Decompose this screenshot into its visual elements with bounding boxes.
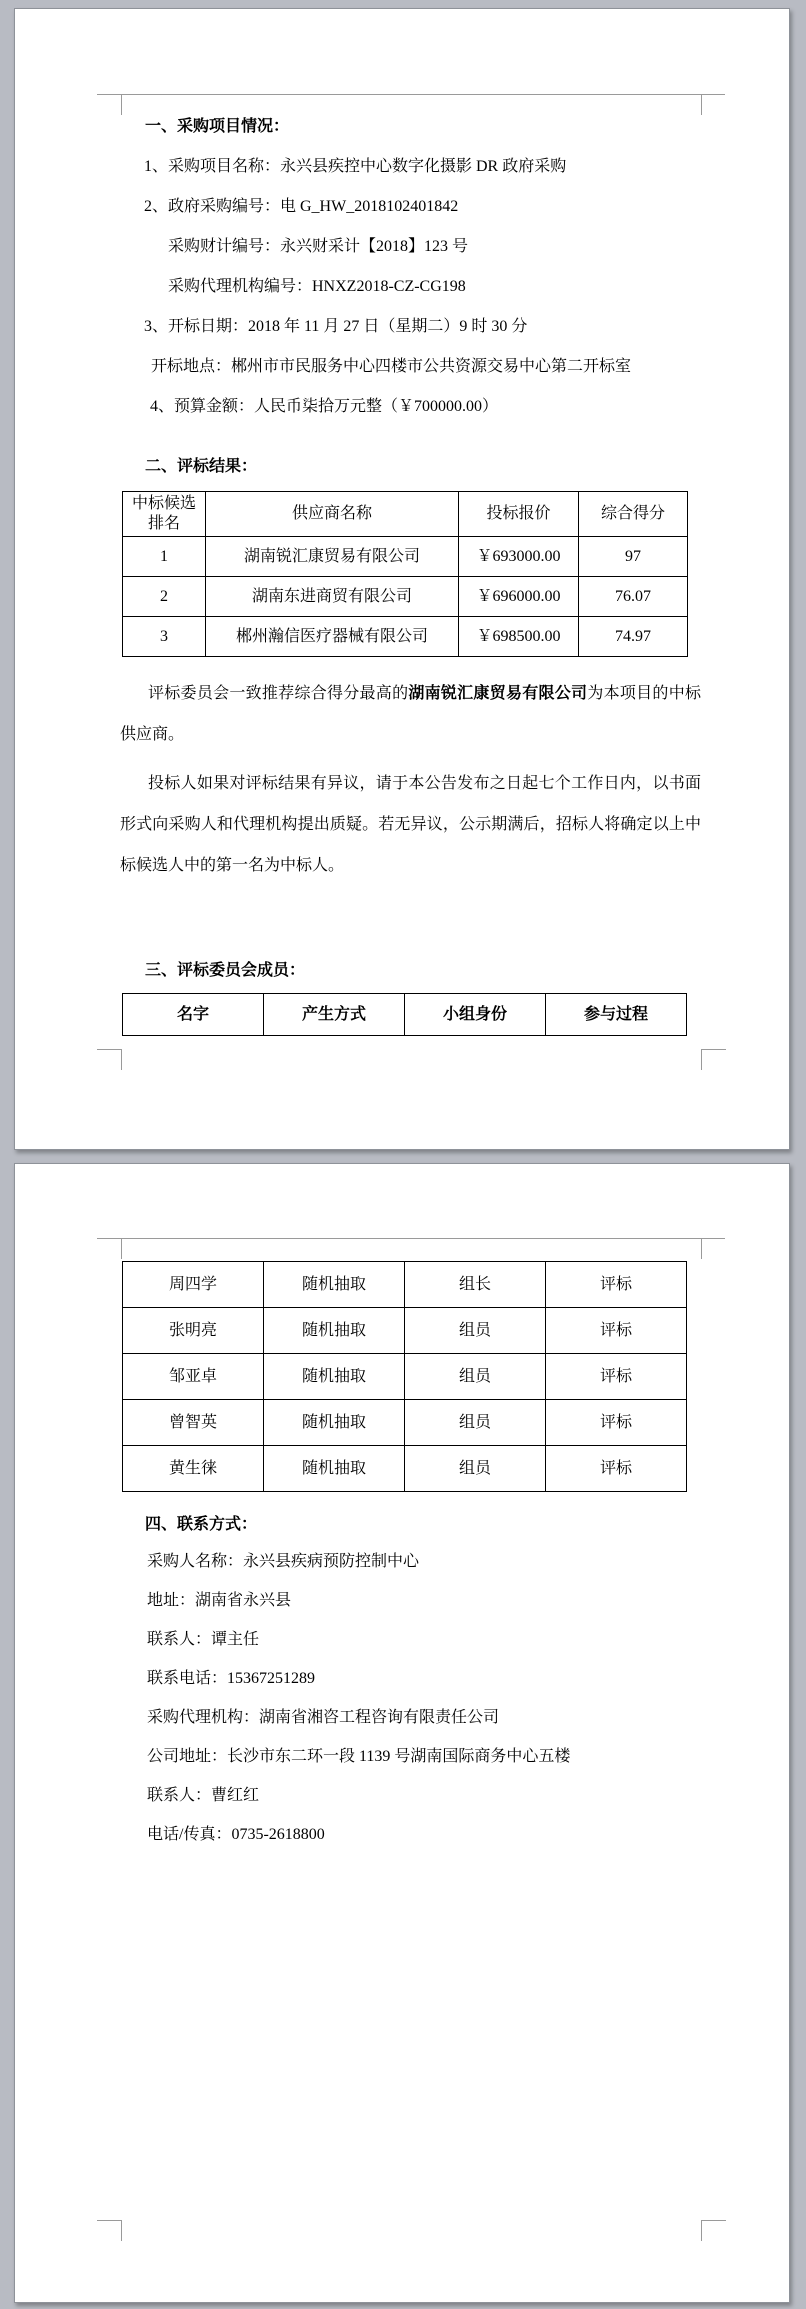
objection-paragraph: 投标人如果对评标结果有异议，请于本公告发布之日起七个工作日内，以书面形式向采购人和代理机构提出质疑。若无异议，公示期满后，招标人将确定以上中标候选人中的第一名为中标人。 (120, 775, 701, 874)
table-cell: 组员 (405, 1354, 546, 1400)
table-row (123, 577, 688, 617)
crop-mark-bottom-left (97, 1049, 122, 1050)
table-cell: 黄生徕 (123, 1446, 264, 1492)
table-cell: 组员 (405, 1446, 546, 1492)
crop-mark-bottom-right (701, 2220, 726, 2221)
bid-open-place-line: 开标地点：郴州市市民服务中心四楼市公共资源交易中心第二开标室 (151, 358, 632, 375)
table-cell: 随机抽取 (264, 1446, 405, 1492)
committee-members-table (122, 1261, 687, 1492)
agency-phone-fax-line: 电话/传真：0735-2618800 (147, 1826, 325, 1843)
bid-open-date-line: 3、开标日期：2018 年 11 月 27 日（星期二）9 时 30 分 (144, 318, 528, 335)
column-header-score: 综合得分 (579, 492, 688, 537)
table-cell: 评标 (546, 1308, 687, 1354)
table-cell: 湖南东进商贸有限公司 (206, 577, 459, 617)
table-cell: 周四学 (123, 1262, 264, 1308)
crop-mark-bottom-right (701, 1049, 726, 1050)
table-row (123, 1400, 687, 1446)
purchaser-contact-person-line: 联系人：谭主任 (147, 1631, 260, 1648)
table-cell: 组员 (405, 1400, 546, 1446)
award-paragraph (120, 673, 701, 755)
table-cell: 组长 (405, 1262, 546, 1308)
crop-mark-top-right (701, 94, 702, 115)
column-header-selection: 产生方式 (264, 994, 405, 1036)
document-page-1 (14, 8, 790, 1150)
table-row (123, 1308, 687, 1354)
table-cell: 组员 (405, 1308, 546, 1354)
crop-mark-bottom-left (97, 2220, 122, 2221)
table-cell: ￥698500.00 (459, 617, 579, 657)
table-cell: 随机抽取 (264, 1262, 405, 1308)
table-cell: 邹亚卓 (123, 1354, 264, 1400)
table-cell: ￥693000.00 (459, 537, 579, 577)
procurement-no-line: 2、政府采购编号：电 G_HW_2018102401842 (144, 198, 459, 215)
table-cell: ￥696000.00 (459, 577, 579, 617)
bid-results-table (122, 491, 688, 657)
document-page-2 (14, 1163, 790, 2303)
table-cell: 湖南锐汇康贸易有限公司 (206, 537, 459, 577)
column-header-rank: 中标候选排名 (123, 492, 206, 537)
agency-contact-person-line: 联系人：曹红红 (147, 1787, 260, 1804)
column-header-role: 小组身份 (405, 994, 546, 1036)
table-cell: 评标 (546, 1354, 687, 1400)
table-cell: 74.97 (579, 617, 688, 657)
column-header-name: 名字 (123, 994, 264, 1036)
agency-no-line: 采购代理机构编号：HNXZ2018-CZ-CG198 (168, 278, 466, 295)
table-row (123, 1354, 687, 1400)
table-cell: 1 (123, 537, 206, 577)
table-cell: 郴州瀚信医疗器械有限公司 (206, 617, 459, 657)
purchaser-phone-line: 联系电话：15367251289 (147, 1670, 316, 1687)
committee-table-header (122, 993, 687, 1036)
table-row (123, 1446, 687, 1492)
page-1-content (120, 9, 701, 1036)
finance-no-line: 采购财计编号：永兴财采计【2018】123 号 (168, 238, 469, 255)
column-header-supplier: 供应商名称 (206, 492, 459, 537)
column-header-price: 投标报价 (459, 492, 579, 537)
table-cell: 97 (579, 537, 688, 577)
column-header-process: 参与过程 (546, 994, 687, 1036)
table-row (123, 537, 688, 577)
page-2-content (120, 1164, 701, 1844)
table-cell: 随机抽取 (264, 1354, 405, 1400)
crop-mark-bottom-right (701, 2220, 702, 2241)
award-text-post: 为本项目的中标供应商。 (120, 685, 701, 743)
award-text-pre: 评标委员会一致推荐综合得分最高的 (148, 685, 409, 702)
crop-mark-bottom-left (121, 1049, 122, 1070)
agency-name-line: 采购代理机构：湖南省湘咨工程咨询有限责任公司 (147, 1709, 500, 1726)
agency-address-line: 公司地址：长沙市东二环一段 1139 号湖南国际商务中心五楼 (147, 1748, 571, 1765)
table-cell: 随机抽取 (264, 1400, 405, 1446)
table-cell: 张明亮 (123, 1308, 264, 1354)
table-cell: 76.07 (579, 577, 688, 617)
bid-results-header-row (123, 492, 688, 537)
table-row (123, 617, 688, 657)
table-cell: 评标 (546, 1446, 687, 1492)
table-cell: 评标 (546, 1262, 687, 1308)
winning-supplier-name: 湖南锐汇康贸易有限公司 (408, 685, 588, 702)
table-cell: 曾智英 (123, 1400, 264, 1446)
crop-mark-bottom-right (701, 1049, 702, 1070)
table-cell: 3 (123, 617, 206, 657)
table-row (123, 1262, 687, 1308)
section-3-heading: 三、评标委员会成员： (145, 962, 306, 979)
project-name-line: 1、采购项目名称：永兴县疾控中心数字化摄影 DR 政府采购 (144, 158, 567, 175)
committee-header-row (123, 994, 687, 1036)
crop-mark-bottom-left (121, 2220, 122, 2241)
purchaser-name-line: 采购人名称：永兴县疾病预防控制中心 (147, 1553, 420, 1570)
table-cell: 评标 (546, 1400, 687, 1446)
table-cell: 随机抽取 (264, 1308, 405, 1354)
section-4-heading: 四、联系方式： (145, 1516, 258, 1533)
section-1-heading: 一、采购项目情况： (145, 118, 290, 135)
crop-mark-top-right (701, 1238, 702, 1259)
section-2-heading: 二、评标结果： (145, 458, 258, 475)
budget-line: 4、预算金额：人民币柒拾万元整（￥700000.00） (150, 398, 499, 415)
table-cell: 2 (123, 577, 206, 617)
purchaser-address-line: 地址：湖南省永兴县 (147, 1592, 292, 1609)
